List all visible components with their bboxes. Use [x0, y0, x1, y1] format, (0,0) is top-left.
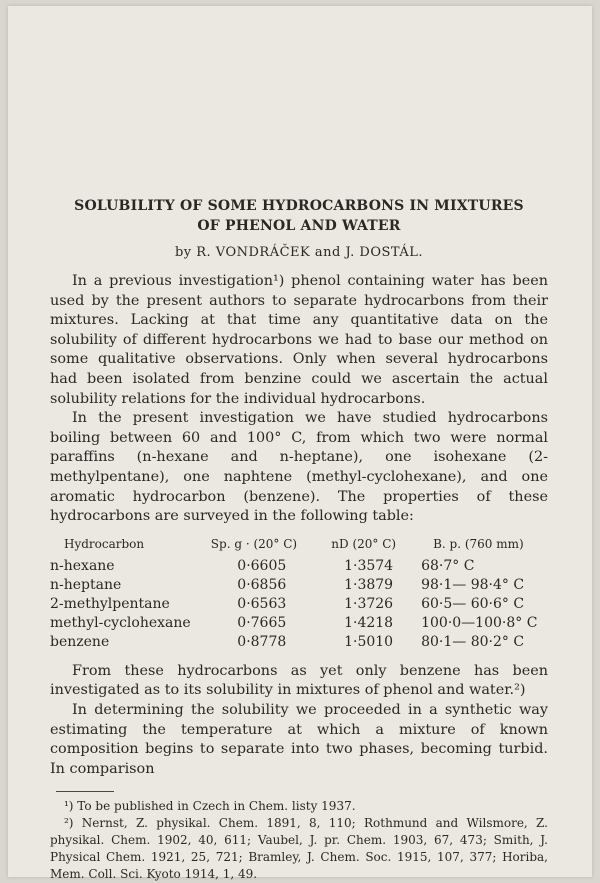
footnote-divider [56, 791, 114, 792]
cell-sp-g: 0·7665 [237, 614, 287, 631]
header-specific-gravity: Sp. g · (20° C) [210, 536, 298, 551]
properties-table [50, 537, 548, 652]
cell-sp-g: 0·6856 [237, 576, 287, 593]
cell-bp: 68·7° C [421, 557, 475, 574]
table-row [50, 576, 548, 595]
header-boiling-point: B. p. (760 mm) [433, 536, 524, 551]
paragraph-4: In determining the solubility we proceeded in a synthetic way estimating the temperature at which a mixture of known composition begins to separate into two phases, becoming turbid. In comparison [50, 701, 548, 777]
paragraph-3: From these hydrocarbons as yet only benzene has been investigated as to its solubility in mixtures of phenol and water.²) [50, 662, 548, 699]
table-row [50, 595, 548, 614]
cell-nd: 1·3879 [344, 576, 394, 593]
cell-bp: 80·1— 80·2° C [421, 633, 525, 650]
cell-sp-g: 0·8778 [237, 633, 287, 650]
table-row [50, 557, 548, 576]
cell-nd: 1·3574 [344, 557, 394, 574]
paragraph-2: In the present investigation we have studied hydrocarbons boiling between 60 and 100° C, from which two were normal paraffins (n-hexane and n-heptane), one isohexane (2-methylpentane), one naphtene (methyl-cyclohexane), and one aromatic hydrocarbon (benzene). The properties of these hydrocarbons are surveyed in the following table: [50, 410, 548, 525]
cell-bp: 60·5— 60·6° C [421, 595, 525, 612]
footnote-2: ²) Nernst, Z. physikal. Chem. 1891, 8, 110; Rothmund and Wilsmore, Z. physikal. Chem. 1902, 40, 611; Vaubel, J. pr. Chem. 1903, 67, 473; Smith, J. Physical Chem. 1921, 25, 721; Bramley, J. Chem. Soc. 1915, 107, 377; Horiba, Mem. Coll. Sci. Kyoto 1914, 1, 49. [50, 816, 548, 882]
cell-nd: 1·5010 [344, 633, 394, 650]
table-row [50, 633, 548, 652]
cell-name: n-heptane [50, 576, 122, 593]
cell-bp: 100·0—100·8° C [421, 614, 538, 631]
cell-name: 2-methylpentane [50, 595, 170, 612]
cell-nd: 1·3726 [344, 595, 394, 612]
cell-name: n-hexane [50, 557, 115, 574]
cell-name: methyl-cyclohexane [50, 614, 191, 631]
footnote-1: ¹) To be published in Czech in Chem. listy 1937. [64, 799, 356, 814]
title-line-1: SOLUBILITY OF SOME HYDROCARBONS IN MIXTURES [74, 198, 524, 214]
cell-sp-g: 0·6563 [237, 595, 287, 612]
article-title [50, 196, 548, 236]
cell-nd: 1·4218 [344, 614, 394, 631]
table-row [50, 614, 548, 633]
cell-sp-g: 0·6605 [237, 557, 287, 574]
cell-name: benzene [50, 633, 110, 650]
title-line-2: OF PHENOL AND WATER [197, 218, 401, 234]
paragraph-1: In a previous investigation¹) phenol containing water has been used by the present authors to separate hydrocarbons from their mixtures. Lacking at that time any quantitative data on the solubility of different hydrocarbons we had to base our method on some qualitative observations. Only when several hydrocarbons had been isolated from benzine could we ascertain the actual solubility relations for the individual hydrocarbons. [50, 273, 548, 407]
header-refractive-index: nD (20° C) [331, 536, 397, 551]
header-hydrocarbon: Hydrocarbon [64, 536, 145, 551]
cell-bp: 98·1— 98·4° C [421, 576, 525, 593]
authors: by R. VONDRÁČEK and J. DOSTÁL. [174, 245, 424, 260]
table-header-row [50, 537, 548, 557]
article [50, 196, 548, 883]
paper-page [8, 6, 592, 882]
